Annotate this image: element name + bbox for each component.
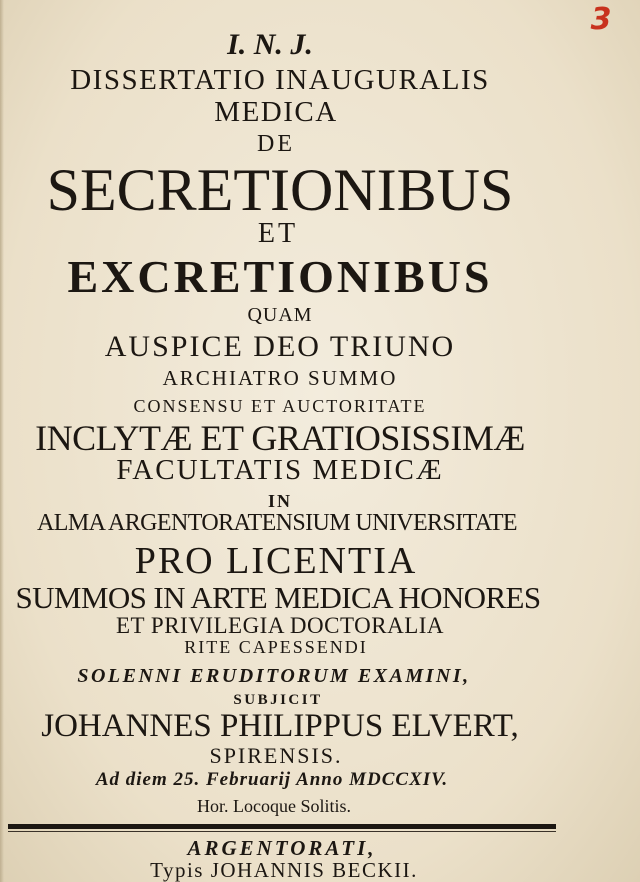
title-solenni: SOLENNI ERUDITORUM EXAMINI, [77, 665, 471, 687]
title-inclytae: INCLYTÆ ET GRATIOSISSIMÆ [35, 418, 525, 458]
title-facultatis: FACULTATIS MEDICÆ [116, 454, 444, 486]
page-number: 3 [590, 2, 612, 37]
title-excretionibus: EXCRETIONIBUS [67, 251, 493, 302]
divider-rule [8, 824, 556, 829]
divider-rule-thin [8, 831, 556, 832]
title-in: IN [267, 491, 292, 511]
author-origin: SPIRENSIS. [209, 743, 343, 768]
title-secretionibus: SECRETIONIBUS [46, 157, 514, 223]
title-archiatro: ARCHIATRO SUMMO [162, 366, 398, 390]
title-subjicit: SUBJICIT [233, 692, 323, 708]
title-quam: QUAM [247, 304, 313, 326]
title-et-privilegia: ET PRIVILEGIA DOCTORALIA [115, 613, 445, 638]
title-dissertatio: DISSERTATIO INAUGURALIS [70, 64, 490, 96]
title-alma: ALMA ARGENTORATENSIUM UNIVERSITATE [37, 510, 517, 536]
author-name: JOHANNES PHILIPPUS ELVERT, [41, 708, 519, 744]
monogram: I. N. J. [227, 28, 313, 61]
title-auspice: AUSPICE DEO TRIUNO [104, 330, 456, 363]
defense-hour-place: Hor. Locoque Solitis. [197, 796, 351, 816]
title-et: ET [257, 218, 299, 249]
title-rite: RITE CAPESSENDI [184, 637, 368, 657]
defense-date: Ad diem 25. Februarij Anno MDCCXIV. [95, 769, 449, 790]
title-de: DE [257, 131, 295, 157]
title-medica: MEDICA [214, 96, 338, 128]
title-pro-licentia: PRO LICENTIA [134, 540, 418, 582]
imprint-printer: Typis JOHANNIS BECKII. [150, 858, 418, 882]
title-summos: SUMMOS IN ARTE MEDICA HONORES [15, 580, 541, 615]
imprint-city: ARGENTORATI, [187, 836, 377, 860]
title-consensu: CONSENSU ET AUCTORITATE [133, 396, 427, 416]
